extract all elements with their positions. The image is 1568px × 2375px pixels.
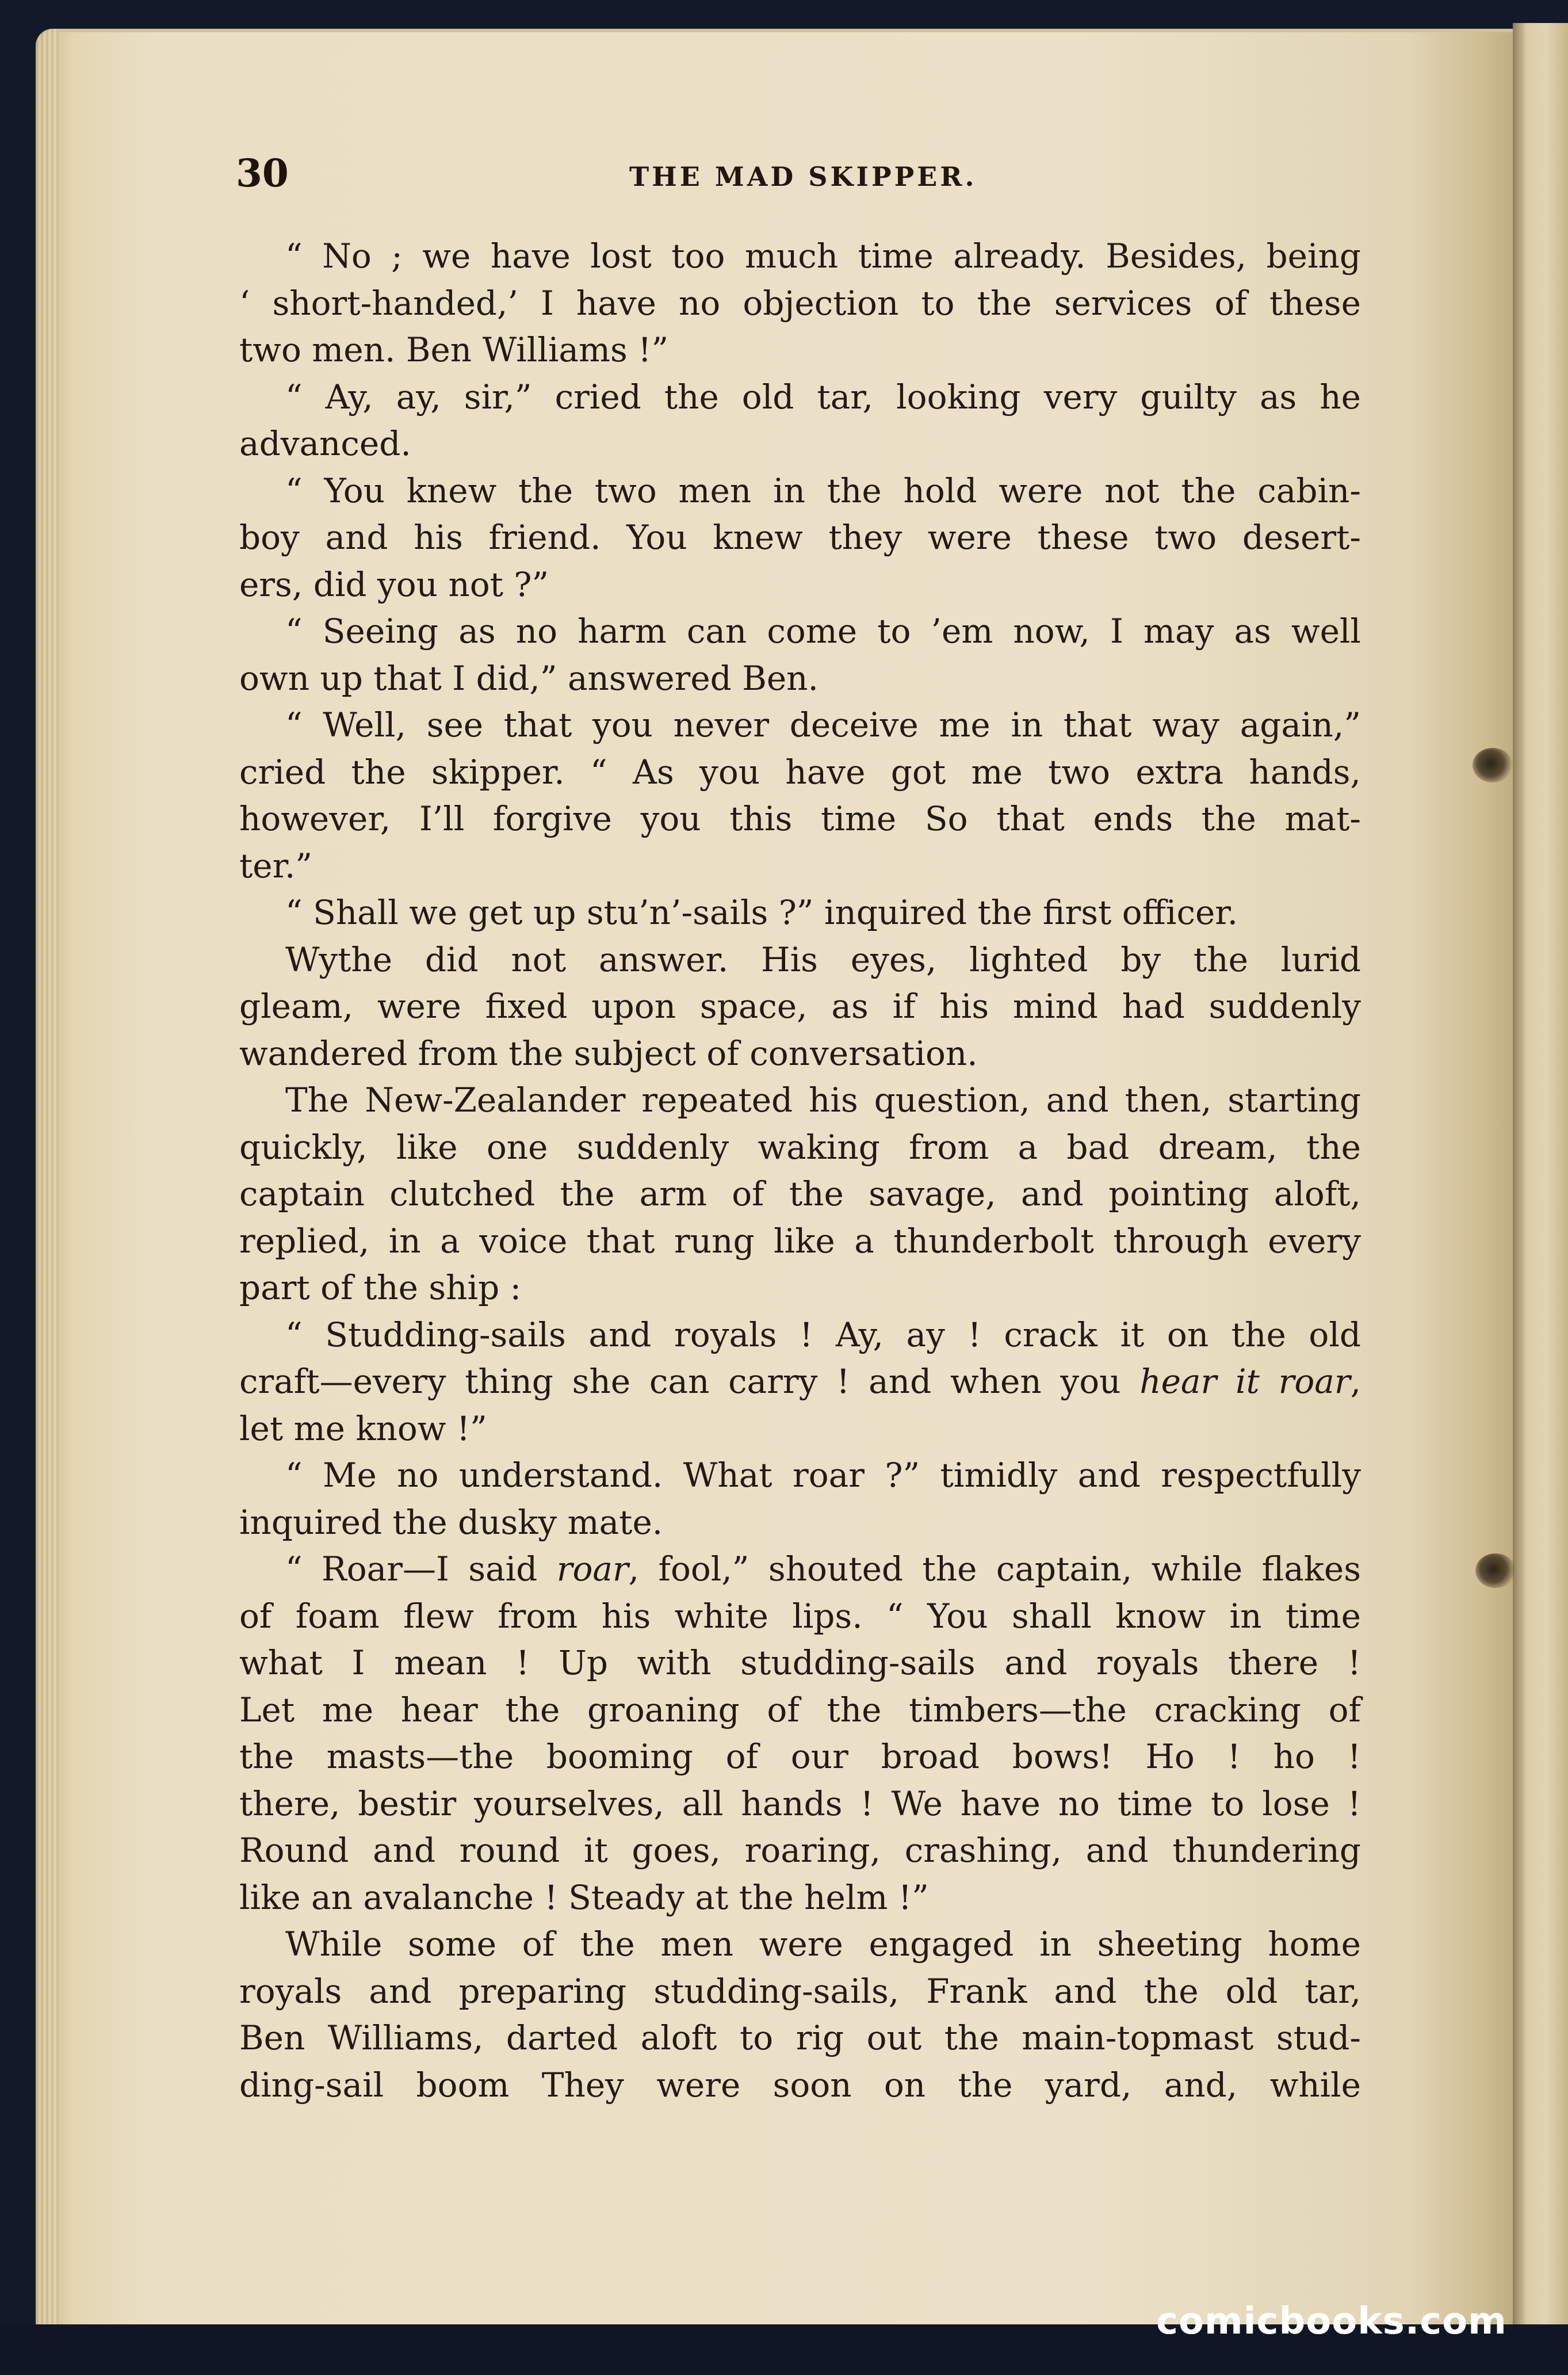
- text-line: inquired the dusky mate.: [239, 1502, 663, 1542]
- text-line: own up that I did,” answered Ben.: [239, 658, 819, 698]
- text-line: Ben Williams, darted aloft to rig out the main-topmast stud-: [239, 2018, 1361, 2057]
- text-line: advanced.: [239, 424, 411, 463]
- text-line: royals and preparing studding-sails, Frank and the old tar,: [239, 1971, 1361, 2011]
- text-line: “ Ay, ay, sir,” cried the old tar, looking very guilty as he: [285, 377, 1361, 417]
- italic-emphasis: roar: [556, 1549, 629, 1589]
- text-segment: craft—every thing she can carry ! and when you: [239, 1362, 1140, 1401]
- body-text: [239, 233, 1361, 2109]
- text-line: replied, in a voice that rung like a thunderbolt through every: [239, 1221, 1361, 1261]
- text-line: what I mean ! Up with studding-sails and royals there !: [239, 1643, 1361, 1682]
- text-line: Wythe did not answer. His eyes, lighted by the lurid: [285, 940, 1361, 979]
- text-line: [239, 1358, 1361, 1406]
- text-line: of foam flew from his white lips. “ You shall know in time: [239, 1596, 1361, 1636]
- text-segment: “ Roar—I said: [285, 1549, 557, 1589]
- text-line: boy and his friend. You knew they were these two desert-: [239, 518, 1361, 557]
- text-line: ers, did you not ?”: [239, 564, 549, 604]
- text-line: quickly, like one suddenly waking from a bad dream, the: [239, 1127, 1361, 1167]
- text-line: “ You knew the two men in the hold were not the cabin-: [285, 471, 1361, 510]
- text-line: the masts—the booming of our broad bows! Ho ! ho !: [239, 1737, 1361, 1776]
- text-line: “ Seeing as no harm can come to ’em now, I may as well: [285, 612, 1361, 651]
- text-line: captain clutched the arm of the savage, and pointing aloft,: [239, 1174, 1361, 1213]
- text-line: [239, 1546, 1361, 1593]
- facing-page-strip: [1513, 23, 1568, 2330]
- text-line: ding-sail boom They were soon on the yard, and, while: [239, 2065, 1361, 2105]
- text-line: Let me hear the groaning of the timbers—the cracking of: [239, 1690, 1361, 1729]
- text-line: ter.”: [239, 846, 313, 885]
- text-line: “ No ; we have lost too much time already. Besides, being: [285, 236, 1361, 276]
- watermark: comicbooks.com: [1156, 2300, 1507, 2343]
- text-line: ‘ short-handed,’ I have no objection to the services of these: [239, 283, 1361, 323]
- page-stack-edge: [36, 29, 59, 2330]
- text-segment: , fool,” shouted the captain, while flakes: [628, 1549, 1361, 1589]
- binding-hole-mark: [1473, 748, 1513, 782]
- italic-emphasis: hear it roar: [1139, 1362, 1351, 1401]
- text-line: let me know !”: [239, 1408, 487, 1448]
- text-line: gleam, were fixed upon space, as if his mind had suddenly: [239, 987, 1361, 1026]
- text-line: “ Me no understand. What roar ?” timidly and respectfully: [285, 1456, 1361, 1495]
- text-segment: ,: [1350, 1362, 1361, 1401]
- running-title: THE MAD SKIPPER.: [629, 161, 977, 192]
- text-line: “ Well, see that you never deceive me in that way again,”: [285, 705, 1361, 744]
- text-line: Round and round it goes, roaring, crashing, and thundering: [239, 1831, 1361, 1870]
- text-line: part of the ship :: [239, 1268, 522, 1307]
- text-line: wandered from the subject of conversation.: [239, 1033, 978, 1073]
- text-line: however, I’ll forgive you this time So that ends the mat-: [239, 799, 1361, 838]
- running-head: [236, 151, 1386, 208]
- text-line: two men. Ben Williams !”: [239, 330, 669, 369]
- page-number: 30: [236, 151, 289, 196]
- text-line: While some of the men were engaged in sheeting home: [285, 1925, 1361, 1964]
- text-line: “ Shall we get up stu’n’-sails ?” inquired the first officer.: [285, 893, 1238, 932]
- text-line: The New-Zealander repeated his question, and then, starting: [285, 1080, 1361, 1120]
- text-line: cried the skipper. “ As you have got me two extra hands,: [239, 752, 1361, 792]
- text-line: “ Studding-sails and royals ! Ay, ay ! crack it on the old: [285, 1315, 1361, 1354]
- text-line: there, bestir yourselves, all hands ! We have no time to lose !: [239, 1784, 1361, 1823]
- binding-hole-mark: [1475, 1553, 1516, 1588]
- text-line: like an avalanche ! Steady at the helm !”: [239, 1877, 929, 1917]
